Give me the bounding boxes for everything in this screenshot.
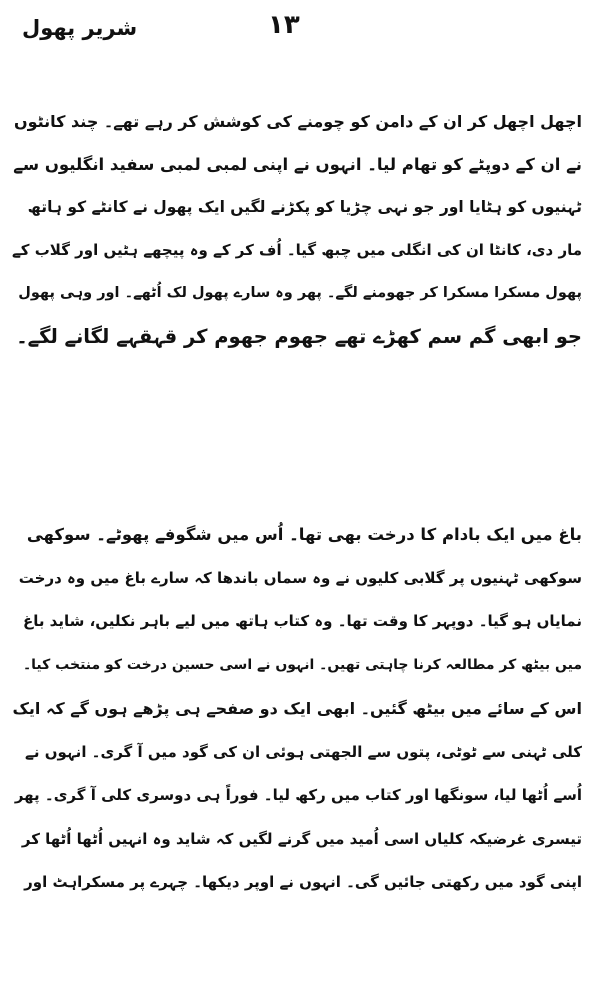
text-line: نے ان کے دوپٹے کو تھام لیا۔ انہوں نے اپنی لمبی لمبی سفید انگلیوں سے [13, 155, 582, 174]
text-line: ٹہنیوں کو ہٹایا اور جو نہی چڑیا کو پکڑنے لگیں ایک پھول نے کانٹے کو ہاتھ [27, 198, 582, 216]
text-line: باغ میں ایک بادام کا درخت بھی تھا۔ اُس میں شگوفے پھوٹے۔ سوکھی [26, 525, 582, 544]
text-line: اس کے سائے میں بیٹھ گئیں۔ ابھی ایک دو صفحے ہی پڑھے ہوں گے کہ ایک [12, 699, 582, 718]
text-line: جو ابھی گم سم کھڑے تھے جھوم جھوم کر قہقہے لگانے لگے۔ [16, 325, 582, 348]
paragraph-1 [12, 100, 582, 358]
page-number: ۱۳ [268, 10, 300, 40]
text-line: مار دی، کانٹا ان کی انگلی میں چبھ گیا۔ اُف کر کے وہ پیچھے ہٹیں اور گلاب کے [12, 241, 582, 259]
text-line: سوکھی ٹہنیوں پر گلابی کلیوں نے وہ سماں باندھا کہ سارے باغ میں وہ درخت [18, 568, 582, 587]
text-line: میں بیٹھ کر مطالعہ کرنا چاہتی تھیں۔ انہوں نے اسی حسین درخت کو منتخب کیا۔ [22, 656, 582, 673]
paragraph-2 [12, 513, 582, 905]
text-line: تیسری غرضیکہ کلیاں اسی اُمید میں گرنے لگیں کہ شاید وہ انہیں اُٹھا اُٹھا کر [21, 829, 582, 848]
text-line: کلی ٹہنی سے ٹوٹی، پتوں سے الجھتی ہوئی ان کی گود میں آ گری۔ انہوں نے [25, 742, 582, 761]
running-title: شریر پھول [22, 16, 138, 40]
text-line: اچھل اچھل کر ان کے دامن کو چومنے کی کوشش کر رہے تھے۔ چند کانٹوں [13, 112, 582, 131]
text-line: نمایاں ہو گیا۔ دوپہر کا وقت تھا۔ وہ کتاب ہاتھ میں لیے باہر نکلیں، شاید باغ [22, 612, 582, 630]
text-line: پھول مسکرا مسکرا کر جھومنے لگے۔ پھر وہ سارے پھول لک اُٹھے۔ اور وہی پھول [18, 285, 582, 301]
text-line: اپنی گود میں رکھتی جائیں گی۔ انہوں نے اوپر دیکھا۔ چہرے پر مسکراہٹ اور [24, 873, 582, 891]
text-line: اُسے اُٹھا لیا، سونگھا اور کتاب میں رکھ لیا۔ فوراً ہی دوسری کلی آ گری۔ پھر [14, 786, 582, 804]
